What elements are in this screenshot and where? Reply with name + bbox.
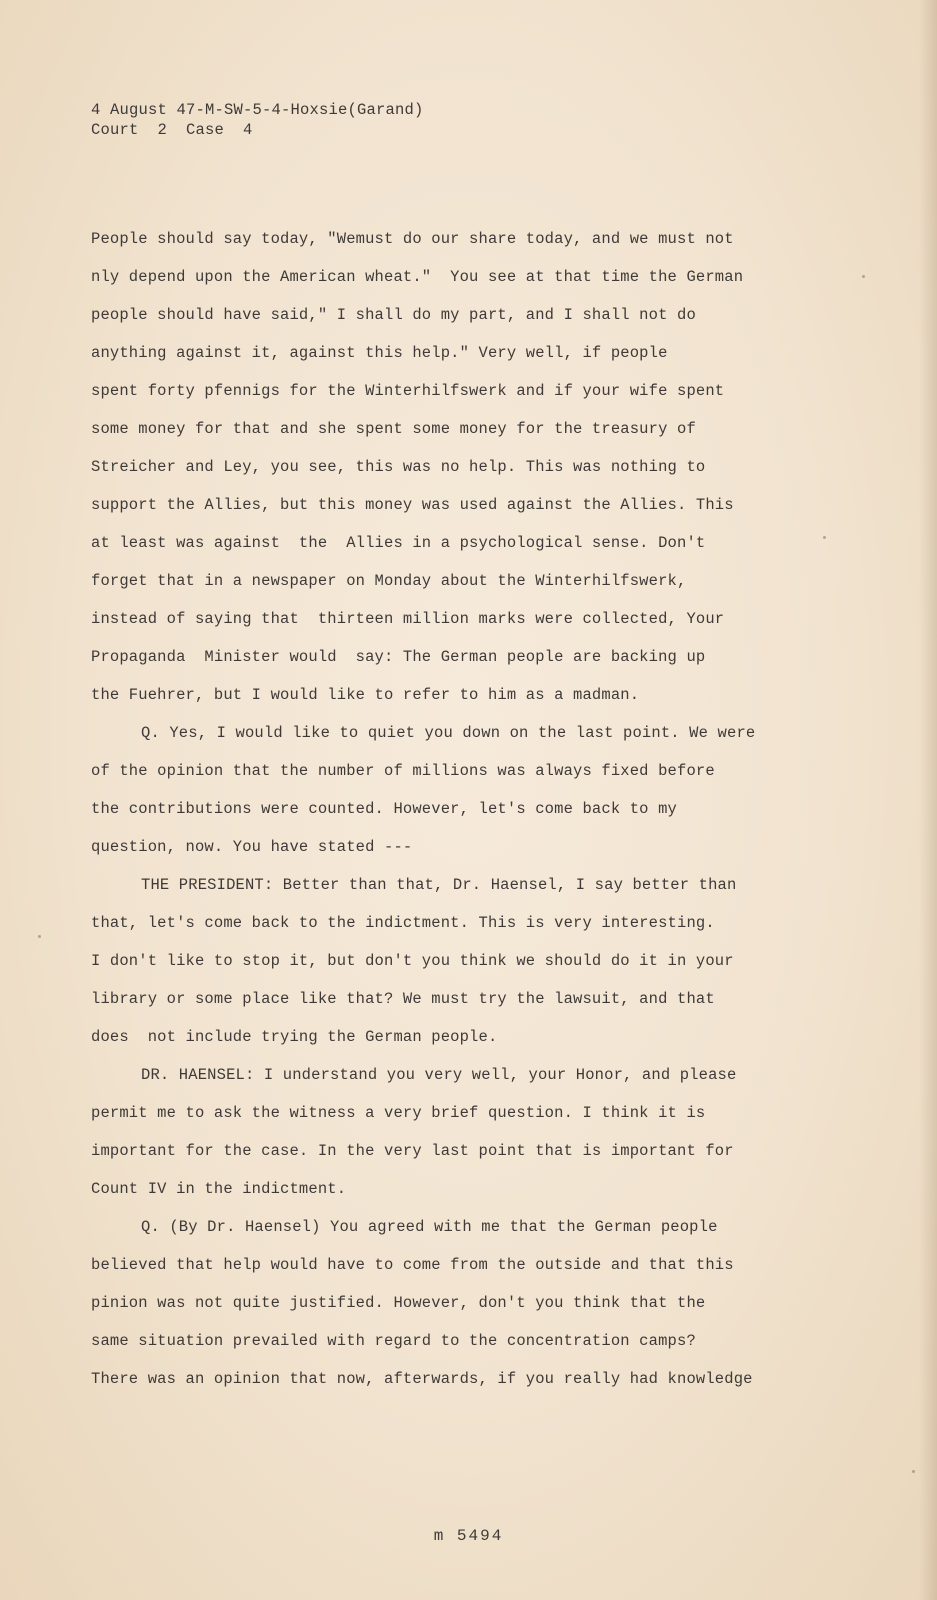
transcript-line: spent forty pfennigs for the Winterhilfswerk and if your wife spent	[91, 382, 725, 400]
paper-edge-shadow	[919, 0, 937, 1600]
transcript-line: same situation prevailed with regard to the concentration camps?	[91, 1332, 696, 1350]
transcript-line: that, let's come back to the indictment. This is very interesting.	[91, 914, 715, 932]
transcript-line: Q. (By Dr. Haensel) You agreed with me that the German people	[141, 1218, 718, 1236]
document-header	[91, 100, 424, 140]
transcript-line: nly depend upon the American wheat." You see at that time the German	[91, 268, 744, 286]
transcript-line: support the Allies, but this money was used against the Allies. This	[91, 496, 734, 514]
transcript-line: DR. HAENSEL: I understand you very well, your Honor, and please	[141, 1066, 737, 1084]
transcript-line: anything against it, against this help." Very well, if people	[91, 344, 668, 362]
transcript-line: pinion was not quite justified. However, don't you think that the	[91, 1294, 706, 1312]
page-number: m 5494	[433, 1527, 504, 1545]
transcript-line: Propaganda Minister would say: The German people are backing up	[91, 648, 706, 666]
transcript-line: at least was against the Allies in a psychological sense. Don't	[91, 534, 706, 552]
transcript-line: believed that help would have to come from the outside and that this	[91, 1256, 734, 1274]
transcript-line: some money for that and she spent some money for the treasury of	[91, 420, 696, 438]
header-court-case: Court 2 Case 4	[91, 121, 253, 139]
transcript-line: Streicher and Ley, you see, this was no help. This was nothing to	[91, 458, 706, 476]
transcript-line: instead of saying that thirteen million marks were collected, Your	[91, 610, 725, 628]
paper-speck	[38, 935, 41, 938]
transcript-line: question, now. You have stated ---	[91, 838, 413, 856]
transcript-line: People should say today, "Wemust do our share today, and we must not	[91, 230, 734, 248]
transcript-line: people should have said," I shall do my part, and I shall not do	[91, 306, 696, 324]
paper-speck	[912, 1470, 915, 1473]
transcript-line: the contributions were counted. However, let's come back to my	[91, 800, 677, 818]
transcript-line: THE PRESIDENT: Better than that, Dr. Haensel, I say better than	[141, 876, 737, 894]
transcript-line: does not include trying the German people.	[91, 1028, 498, 1046]
transcript-line: important for the case. In the very last point that is important for	[91, 1142, 734, 1160]
transcript-line: of the opinion that the number of millions was always fixed before	[91, 762, 715, 780]
transcript-line: There was an opinion that now, afterwards, if you really had knowledge	[91, 1370, 753, 1388]
transcript-line: library or some place like that? We must try the lawsuit, and that	[91, 990, 715, 1008]
transcript-line: I don't like to stop it, but don't you think we should do it in your	[91, 952, 734, 970]
transcript-line: permit me to ask the witness a very brief question. I think it is	[91, 1104, 706, 1122]
header-date-reference: 4 August 47-M-SW-5-4-Hoxsie(Garand)	[91, 101, 424, 119]
transcript-line: forget that in a newspaper on Monday about the Winterhilfswerk,	[91, 572, 687, 590]
transcript-line: the Fuehrer, but I would like to refer to him as a madman.	[91, 686, 640, 704]
transcript-body	[91, 220, 911, 1398]
transcript-line: Q. Yes, I would like to quiet you down on the last point. We were	[141, 724, 756, 742]
transcript-line: Count IV in the indictment.	[91, 1180, 347, 1198]
